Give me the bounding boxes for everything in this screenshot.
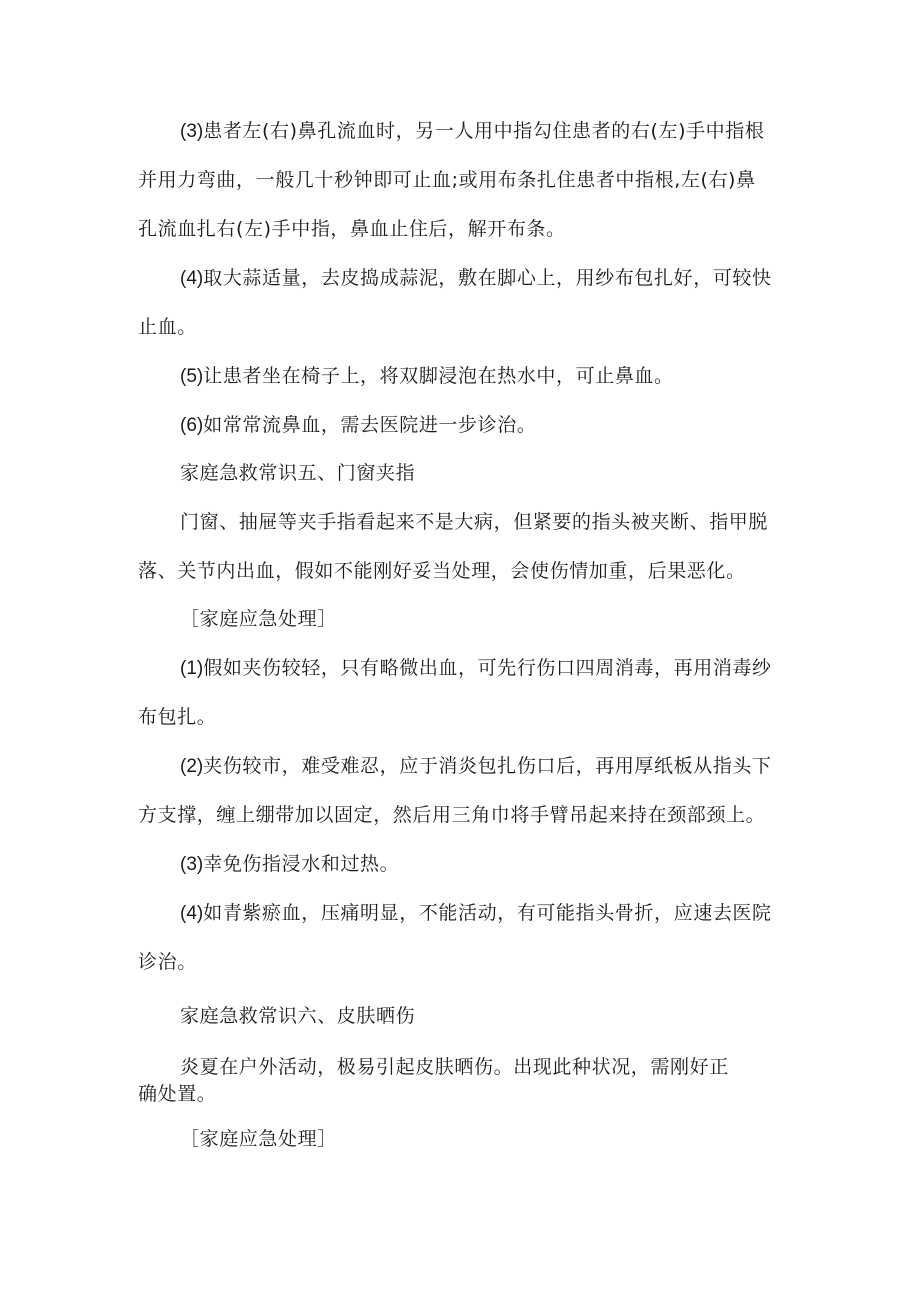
text-line: (3)患者左(右)鼻孔流血时，另一人用中指勾住患者的右(左)手中指根 xyxy=(180,120,765,142)
text-line: (6)如常常流鼻血，需去医院进一步诊治。 xyxy=(180,414,537,436)
text-line: (4)取大蒜适量，去皮捣成蒜泥，敷在脚心上，用纱布包扎好，可较快 xyxy=(180,267,772,289)
text-line: 诊治。 xyxy=(138,951,197,973)
subsection-heading: ［家庭应急处理］ xyxy=(180,608,337,630)
text-line: (1)假如夹伤较轻，只有略微出血，可先行伤口四周消毒，再用消毒纱 xyxy=(180,657,772,679)
text-line: 落、关节内出血，假如不能刚好妥当处理，会使伤情加重，后果恶化。 xyxy=(138,560,746,582)
subsection-heading: ［家庭应急处理］ xyxy=(180,1128,337,1150)
text-line: (5)让患者坐在椅子上，将双脚浸泡在热水中，可止鼻血。 xyxy=(180,365,674,387)
text-line: 并用力弯曲，一般几十秒钟即可止血;或用布条扎住患者中指根,左(右)鼻 xyxy=(138,169,756,191)
text-line: (3)幸免伤指浸水和过热。 xyxy=(180,853,400,875)
text-line: 布包扎。 xyxy=(138,706,217,728)
text-line: 止血。 xyxy=(138,316,197,338)
text-line: 方支撑，缠上绷带加以固定，然后用三角巾将手臂吊起来持在颈部颈上。 xyxy=(138,804,766,826)
text-line: 炎夏在户外活动，极易引起皮肤晒伤。出现此种状况，需刚好正 xyxy=(180,1056,729,1078)
text-line: (2)夹伤较市，难受难忍，应于消炎包扎伤口后，再用厚纸板从指头下 xyxy=(180,755,772,777)
text-line: 确处置。 xyxy=(138,1083,217,1105)
text-line: 门窗、抽屉等夹手指看起来不是大病，但紧要的指头被夹断、指甲脱 xyxy=(180,511,769,533)
section-heading: 家庭急救常识六、皮肤晒伤 xyxy=(180,1005,416,1027)
section-heading: 家庭急救常识五、门窗夹指 xyxy=(180,462,416,484)
text-line: 孔流血扎右(左)手中指，鼻血止住后，解开布条。 xyxy=(138,218,566,240)
text-line: (4)如青紫瘀血，压痛明显，不能活动，有可能指头骨折，应速去医院 xyxy=(180,902,772,924)
